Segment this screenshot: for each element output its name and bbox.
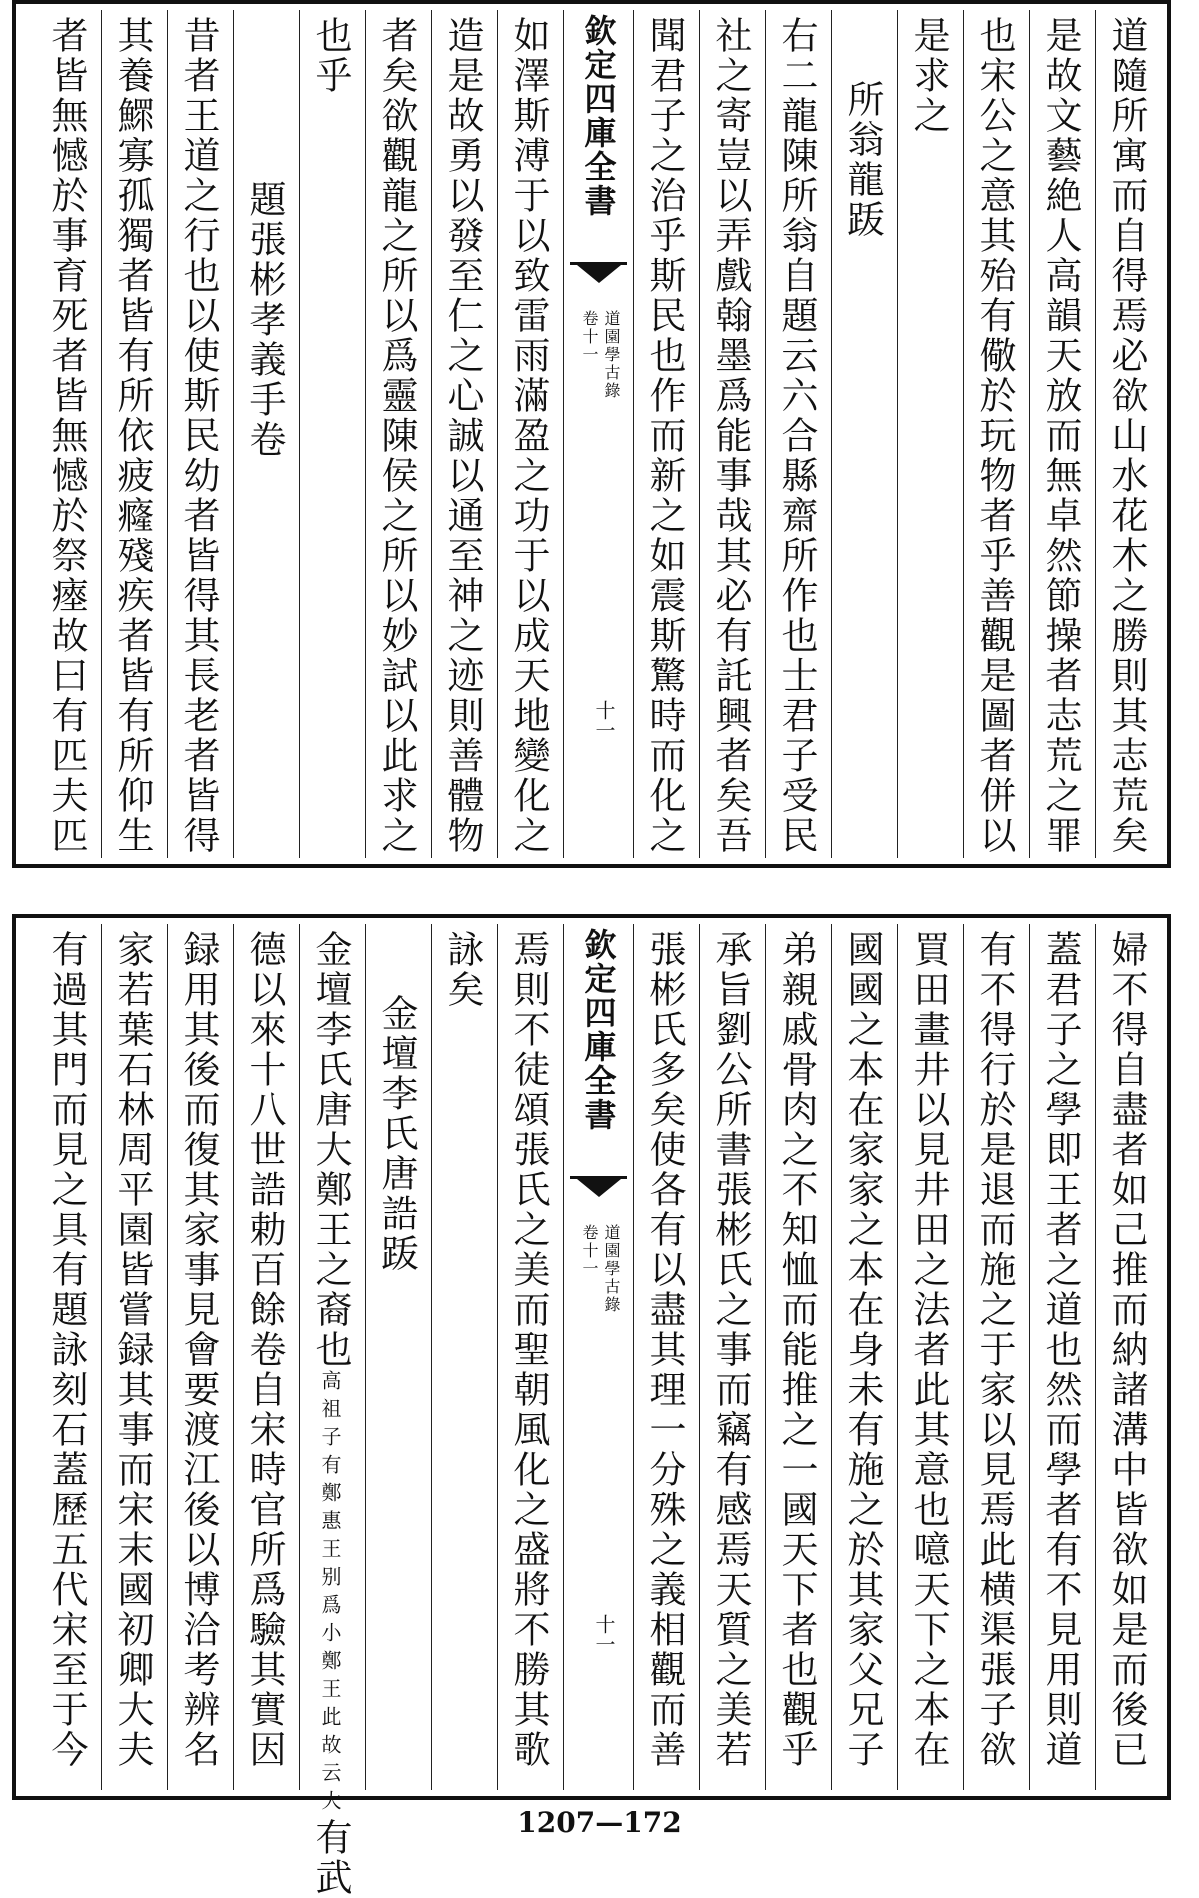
- text-column: [963, 10, 1029, 858]
- column-text: 弟親戚骨肉之不知恤而能推之一國天下者也觀乎: [775, 930, 818, 1770]
- center-banner: [563, 924, 633, 1790]
- text-column: [765, 10, 831, 858]
- text-column: [365, 10, 431, 858]
- banner-leaf: 十一: [592, 700, 616, 740]
- text-column: [233, 10, 299, 858]
- page-number: 1207—172: [517, 1806, 682, 1839]
- banner-title: 欽定四庫全書: [579, 928, 618, 1132]
- text-column: [1095, 10, 1161, 858]
- column-text: 其養鰥寡孤獨者皆有所依疲癃殘疾者皆有所仰生: [111, 16, 154, 856]
- text-column: [431, 10, 497, 858]
- banner-book: 道園學古錄: [602, 310, 621, 400]
- text-column: [633, 10, 699, 858]
- text-column: [497, 10, 563, 858]
- text-column: [897, 924, 963, 1790]
- interlinear-note: 高祖子有鄭惠王别爲小鄭王此故云大: [318, 1370, 342, 1818]
- column-text: 者矣欲觀龍之所以爲靈陳侯之所以妙試以此求之: [375, 16, 418, 856]
- column-text: 承旨劉公所書張彬氏之事而竊有感焉天質之美若: [709, 930, 752, 1770]
- text-column: [35, 10, 101, 858]
- banner-book: 道園學古錄: [602, 1224, 621, 1314]
- text-column: [831, 10, 897, 858]
- section-heading: 金壇李氏唐誥䟦: [375, 994, 418, 1274]
- banner-juan: 卷十一: [580, 310, 599, 364]
- text-column: [101, 10, 167, 858]
- section-heading: 題張彬孝義手卷: [243, 180, 286, 460]
- column-text: 社之寄豈以弄戲翰墨爲能事哉其必有託興者矣吾: [709, 16, 752, 856]
- text-column: [699, 10, 765, 858]
- fish-tail-ornament: [570, 262, 627, 289]
- column-text: 婦不得自盡者如己推而納諸溝中皆欲如是而後已: [1105, 930, 1148, 1770]
- main-text: 金壇李氏唐大鄭王之裔也: [309, 930, 352, 1370]
- column-text: 右二龍陳所翁自題云六合縣齋所作也士君子受民: [775, 16, 818, 856]
- text-column: [167, 10, 233, 858]
- text-column: [167, 924, 233, 1790]
- text-column: [35, 924, 101, 1790]
- column-text: 國國之本在家家之本在身未有施之於其家父兄子: [841, 930, 884, 1770]
- text-column: [1095, 924, 1161, 1790]
- banner-juan: 卷十一: [580, 1224, 599, 1278]
- column-text: [301, 930, 359, 1898]
- tail-text: 有武: [309, 1818, 352, 1898]
- column-text: 也乎: [309, 16, 352, 96]
- column-text: 張彬氏多矣使各有以盡其理一分殊之義相觀而善: [643, 930, 686, 1770]
- text-column: [699, 924, 765, 1790]
- text-column: [299, 10, 365, 858]
- text-column: [497, 924, 563, 1790]
- column-text: 有不得行於是退而施之于家以見焉此横渠張子欲: [973, 930, 1016, 1770]
- center-banner: [563, 10, 633, 858]
- column-text: 也宋公之意其殆有儆於玩物者乎善觀是圖者併以: [973, 16, 1016, 856]
- banner-leaf: 十一: [592, 1614, 616, 1654]
- banner-title: 欽定四庫全書: [579, 14, 618, 218]
- column-text: 者皆無憾於事育死者皆無憾於祭瘞故曰有匹夫匹: [45, 16, 88, 856]
- text-column: [365, 924, 431, 1790]
- column-text: 焉則不徒頌張氏之美而聖朝風化之盛將不勝其歌: [507, 930, 550, 1770]
- text-column: [633, 924, 699, 1790]
- column-text: 蓋君子之學即王者之道也然而學者有不見用則道: [1039, 930, 1082, 1770]
- column-text: 買田畫井以見井田之法者此其意也噫天下之本在: [907, 930, 950, 1770]
- text-column: [897, 10, 963, 858]
- column-text: 是求之: [907, 16, 950, 136]
- column-text: 詠矣: [441, 930, 484, 1010]
- text-column: [431, 924, 497, 1790]
- column-text: 德以來十八世誥勅百餘卷自宋時官所爲驗其實因: [243, 930, 286, 1770]
- text-column: [765, 924, 831, 1790]
- column-text: 是故文藝絶人高韻天放而無卓然節操者志荒之罪: [1039, 16, 1082, 856]
- column-text: 昔者王道之行也以使斯民幼者皆得其長老者皆得: [177, 16, 220, 856]
- text-column: [233, 924, 299, 1790]
- text-column: [1029, 10, 1095, 858]
- column-text: 聞君子之治乎斯民也作而新之如震斯驚時而化之: [643, 16, 686, 856]
- column-text: 道隨所寓而自得焉必欲山水花木之勝則其志荒矣: [1105, 16, 1148, 856]
- top-page-columns: [22, 10, 1161, 858]
- text-column: [1029, 924, 1095, 1790]
- section-heading: 所翁龍䟦: [841, 80, 884, 240]
- column-text: 造是故勇以發至仁之心誠以通至神之迹則善體物: [441, 16, 484, 856]
- text-column: [831, 924, 897, 1790]
- column-text: 家若葉石林周平園皆嘗録其事而宋末國初卿大夫: [111, 930, 154, 1770]
- column-text: 有過其門而見之具有題詠刻石蓋歷五代宋至于今: [45, 930, 88, 1770]
- top-page: [12, 0, 1171, 868]
- text-column: [299, 924, 365, 1898]
- text-column: [963, 924, 1029, 1790]
- column-text: 如澤斯溥于以致雷雨滿盈之功于以成天地變化之: [507, 16, 550, 856]
- text-column: [101, 924, 167, 1790]
- column-text: 録用其後而復其家事見會要渡江後以博洽考辨名: [177, 930, 220, 1770]
- fish-tail-ornament: [570, 1176, 627, 1203]
